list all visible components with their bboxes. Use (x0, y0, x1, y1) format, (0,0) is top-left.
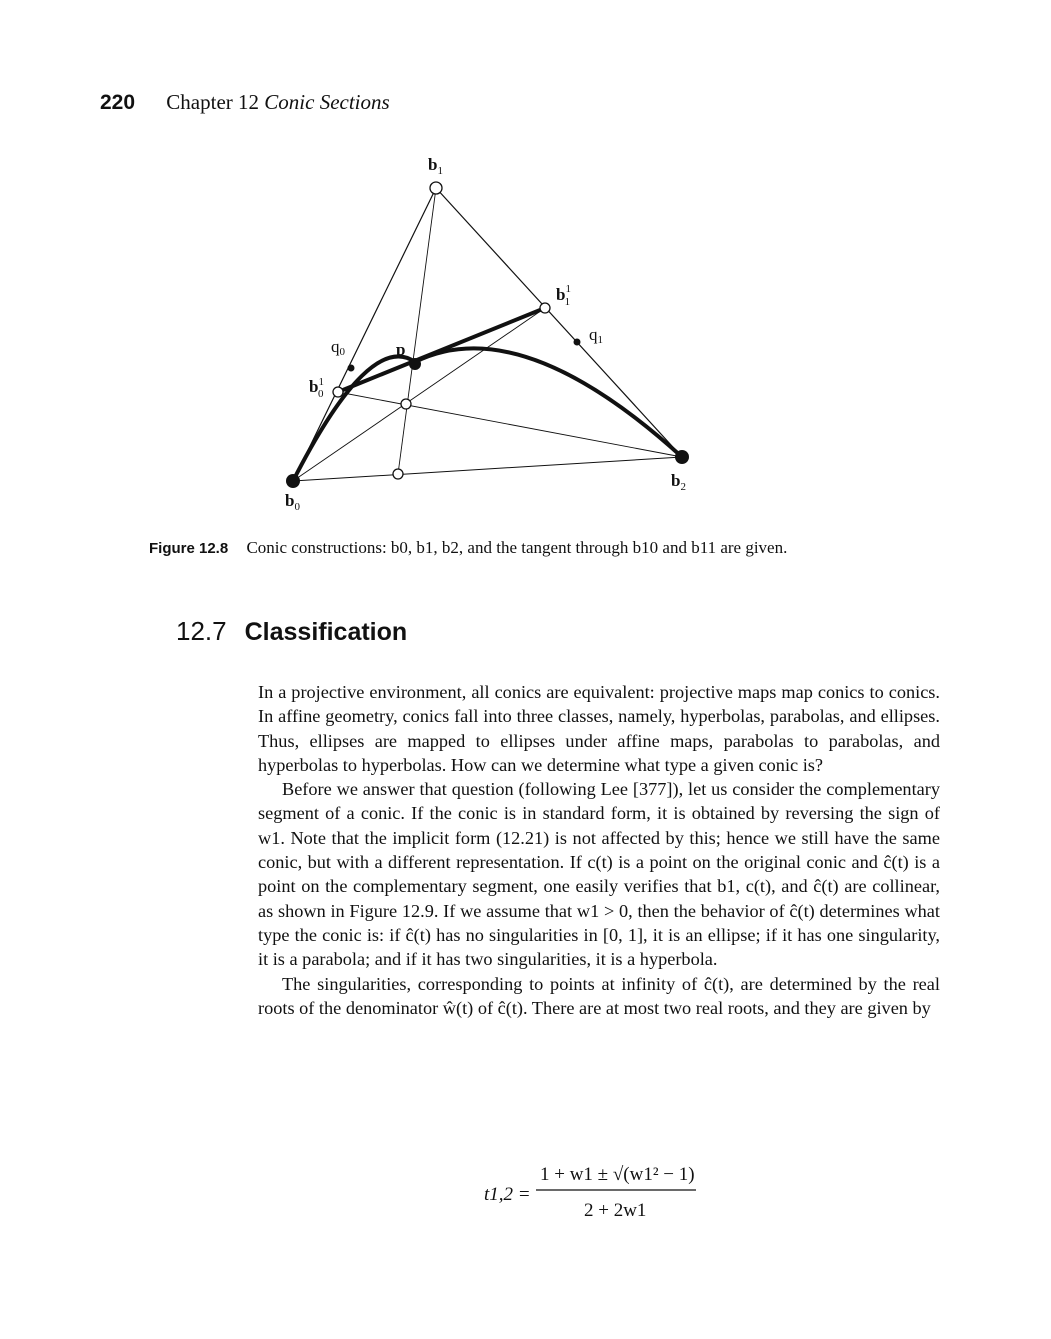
edge-b1-b2 (436, 188, 682, 457)
point-p (409, 358, 421, 370)
equation-graphic (484, 1150, 744, 1230)
figure-label: Figure 12.8 (149, 540, 229, 557)
equation-t12 (484, 1150, 744, 1230)
conic-diagram (260, 150, 730, 530)
point-base (393, 469, 403, 479)
figure-conic-construction (260, 150, 730, 530)
label-b01: $b^1$ 0 (309, 376, 324, 400)
equation-denominator: 2 + 2w1 (584, 1200, 647, 1221)
body-text (258, 680, 940, 1020)
label-b1: $b_1$ (428, 155, 443, 177)
label-b2: $b_2$ (671, 471, 686, 493)
point-b1 (430, 182, 442, 194)
point-q1 (574, 339, 581, 346)
section-number: 12.7 (176, 616, 227, 646)
chapter-title: Conic Sections (264, 90, 390, 114)
caption-text: Conic constructions: b0, b1, b2, and the tangent through b10 and b11 are given. (246, 538, 788, 557)
equation-numerator: 1 + w1 ± √(w1² − 1) (540, 1164, 695, 1185)
running-header (100, 90, 390, 115)
equation-lhs: t1,2 = (484, 1184, 531, 1205)
edge-b0-b1 (293, 188, 436, 481)
label-q1: q1 (589, 325, 603, 346)
point-b01 (333, 387, 343, 397)
page-number: 220 (100, 91, 136, 114)
label-p: p (396, 340, 406, 359)
section-heading (176, 616, 407, 647)
line-b11-b0 (293, 308, 545, 481)
edge-b0-b2 (293, 457, 682, 481)
figure-caption (149, 538, 787, 558)
section-title: Classification (244, 618, 408, 646)
label-b0: $b_0$ (285, 491, 300, 513)
point-b2 (675, 450, 689, 464)
point-b0 (286, 474, 300, 488)
label-b11: $b^1$ 1 (556, 283, 571, 308)
point-center (401, 399, 411, 409)
line-b1-base (398, 188, 436, 474)
paragraph: The singularities, corresponding to points at infinity of ĉ(t), are determined by the real roots of the denominator ŵ(t) of ĉ(t). There are at most two real roots, and they are given by (258, 973, 940, 1018)
point-q0 (348, 365, 355, 372)
paragraph: Before we answer that question (following Lee [377]), let us consider the complementary segment of a conic. If the conic is in standard form, it is obtained by reversing the sign of w1. Note that the implicit form (12.21) is not affected by this; hence we still have the same conic, but with a different representation. If c(t) is a point on the original conic and ĉ(t) is a point on the complementary segment, one easily verifies that b1, c(t), and ĉ(t) are collinear, as shown in Figure 12.9. If we assume that w1 > 0, then the behavior of ĉ(t) determines what type the conic is: if ĉ(t) has no singularities in [0, 1], it is an ellipse; if it has one singularity, it is a parabola; and if it has two singularities, it is a hyperbola. (258, 779, 940, 970)
label-q0: q0 (331, 337, 345, 358)
line-b01-b2 (338, 392, 682, 457)
point-b11 (540, 303, 550, 313)
paragraph: In a projective environment, all conics are equivalent: projective maps map conics to conics. In affine geometry, conics fall into three classes, namely, hyperbolas, parabolas, and ellipses. Thus, ellipses are mapped to ellipses under affine maps, parabolas to parabolas, and hyperbolas to hyperbolas. How can we determine what type a given conic is? (258, 682, 940, 775)
chapter-label: Chapter 12 (166, 90, 260, 114)
